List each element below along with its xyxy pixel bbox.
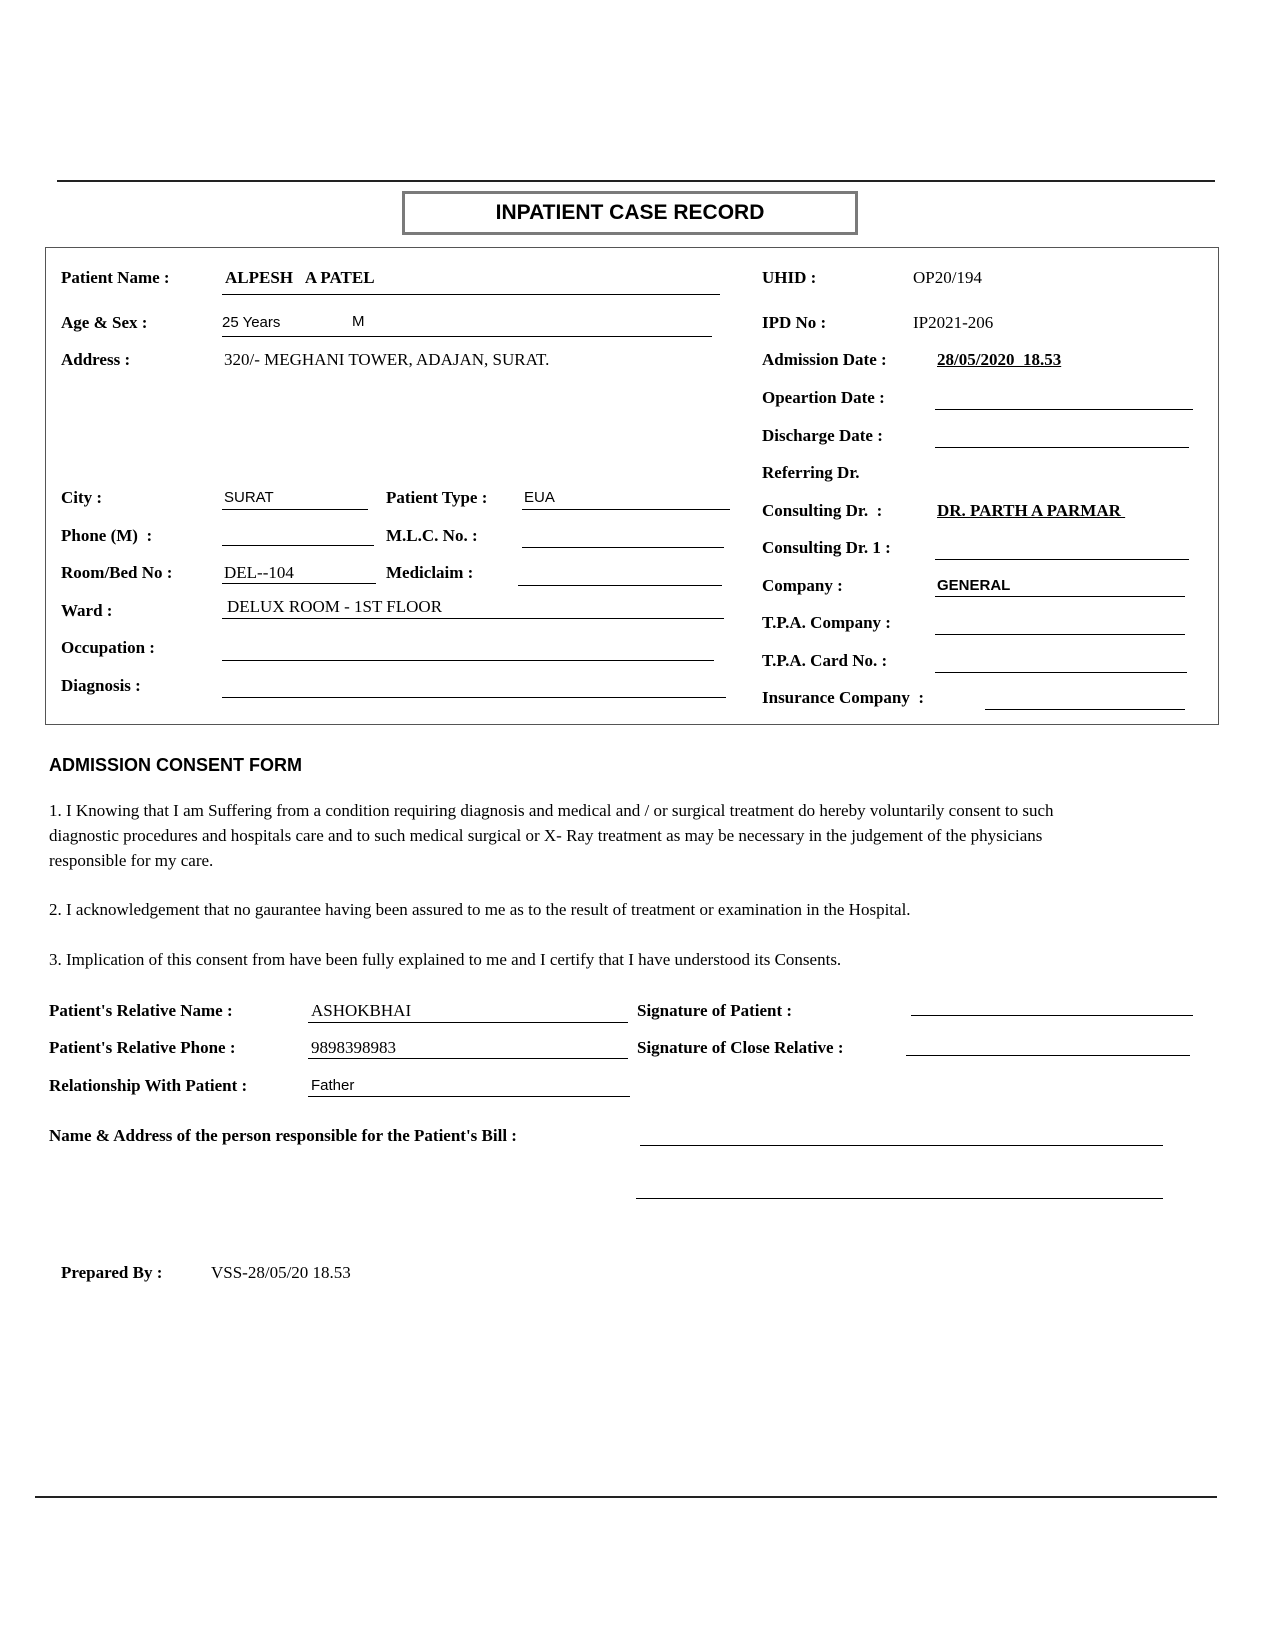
bill-responsible-line-1 — [640, 1145, 1163, 1146]
tpa-card-label: T.P.A. Card No. : — [762, 651, 888, 670]
tpa-company-line — [935, 634, 1185, 635]
relative-phone-line — [308, 1058, 628, 1059]
relationship-value: Father — [311, 1077, 355, 1094]
consent-paragraph-1: 1. I Knowing that I am Suffering from a condition requiring diagnosis and medical and / or surgical treatment do hereby voluntarily consent to such diagnostic procedures and hospitals care and to such medical surgical or X- Ray treatment as may be necessary in the judgement of the physicians responsible for my care. — [49, 801, 1054, 870]
ipd-label: IPD No : — [762, 313, 827, 332]
relationship-label: Relationship With Patient : — [49, 1076, 248, 1095]
operation-date-label: Opeartion Date : — [762, 388, 885, 407]
room-value: DEL--104 — [224, 563, 294, 582]
top-rule — [57, 180, 1215, 182]
company-label: Company : — [762, 576, 843, 595]
insurance-label: Insurance Company : — [762, 688, 924, 707]
consent-paragraph-3: 3. Implication of this consent from have been fully explained to me and I certify that I have understood its Consents. — [49, 950, 842, 969]
age-sex-line — [222, 336, 712, 337]
mediclaim-label: Mediclaim : — [386, 563, 474, 582]
bill-responsible-label: Name & Address of the person responsible for the Patient's Bill : — [49, 1126, 517, 1145]
signature-patient-line — [911, 1015, 1193, 1016]
phone-line — [222, 545, 374, 546]
bottom-rule — [35, 1496, 1217, 1498]
company-value: GENERAL — [937, 577, 1011, 594]
mediclaim-line — [518, 585, 722, 586]
signature-relative-line — [906, 1055, 1190, 1056]
city-label: City : — [61, 488, 103, 507]
uhid-label: UHID : — [762, 268, 817, 287]
occupation-label: Occupation : — [61, 638, 155, 657]
consulting1-line — [935, 559, 1189, 560]
tpa-card-line — [935, 672, 1187, 673]
ipd-value: IP2021-206 — [913, 313, 994, 332]
relationship-line — [308, 1096, 630, 1097]
patient-name-line — [222, 294, 720, 295]
diagnosis-label: Diagnosis : — [61, 676, 141, 695]
relative-name-value: ASHOKBHAI — [311, 1001, 412, 1020]
age-sex-label: Age & Sex : — [61, 313, 148, 332]
insurance-line — [985, 709, 1185, 710]
consulting-value: DR. PARTH A PARMAR — [937, 501, 1126, 520]
signature-relative-label: Signature of Close Relative : — [637, 1038, 844, 1057]
city-line — [222, 509, 368, 510]
signature-patient-label: Signature of Patient : — [637, 1001, 793, 1020]
tpa-company-label: T.P.A. Company : — [762, 613, 891, 632]
admission-date-value: 28/05/2020 18.53 — [937, 350, 1062, 369]
ward-label: Ward : — [61, 601, 113, 620]
patient-type-label: Patient Type : — [386, 488, 488, 507]
relative-name-line — [308, 1022, 628, 1023]
discharge-date-label: Discharge Date : — [762, 426, 883, 445]
sex-value: M — [352, 313, 365, 330]
ward-value: DELUX ROOM - 1ST FLOOR — [227, 597, 443, 616]
discharge-date-line — [935, 447, 1189, 448]
referring-label: Referring Dr. — [762, 463, 860, 482]
relative-phone-label: Patient's Relative Phone : — [49, 1038, 236, 1057]
consent-heading: ADMISSION CONSENT FORM — [49, 755, 303, 775]
mlc-label: M.L.C. No. : — [386, 526, 478, 545]
page-title: INPATIENT CASE RECORD — [402, 191, 858, 235]
consulting-label: Consulting Dr. : — [762, 501, 883, 520]
phone-label: Phone (M) : — [61, 526, 153, 545]
occupation-line — [222, 660, 714, 661]
city-value: SURAT — [224, 489, 274, 506]
diagnosis-line — [222, 697, 726, 698]
age-value: 25 Years — [222, 314, 281, 331]
admission-date-label: Admission Date : — [762, 350, 887, 369]
patient-name-value: ALPESH A PATEL — [225, 268, 375, 287]
patient-name-label: Patient Name : — [61, 268, 170, 287]
bill-responsible-line-2 — [636, 1198, 1163, 1199]
relative-phone-value: 9898398983 — [311, 1038, 396, 1057]
operation-date-line — [935, 409, 1193, 410]
address-label: Address : — [61, 350, 131, 369]
patient-type-line — [522, 509, 730, 510]
consent-paragraph-2: 2. I acknowledgement that no gaurantee having been assured to me as to the result of treatment or examination in the Hospital. — [49, 900, 911, 919]
company-line — [935, 596, 1185, 597]
ward-line — [222, 618, 724, 619]
patient-type-value: EUA — [524, 489, 555, 506]
room-line — [222, 583, 376, 584]
room-label: Room/Bed No : — [61, 563, 173, 582]
consulting1-label: Consulting Dr. 1 : — [762, 538, 891, 557]
mlc-line — [522, 547, 724, 548]
address-value: 320/- MEGHANI TOWER, ADAJAN, SURAT. — [224, 350, 550, 369]
uhid-value: OP20/194 — [913, 268, 982, 287]
relative-name-label: Patient's Relative Name : — [49, 1001, 233, 1020]
prepared-by-label: Prepared By : — [61, 1263, 163, 1282]
prepared-by-value: VSS-28/05/20 18.53 — [211, 1263, 351, 1282]
